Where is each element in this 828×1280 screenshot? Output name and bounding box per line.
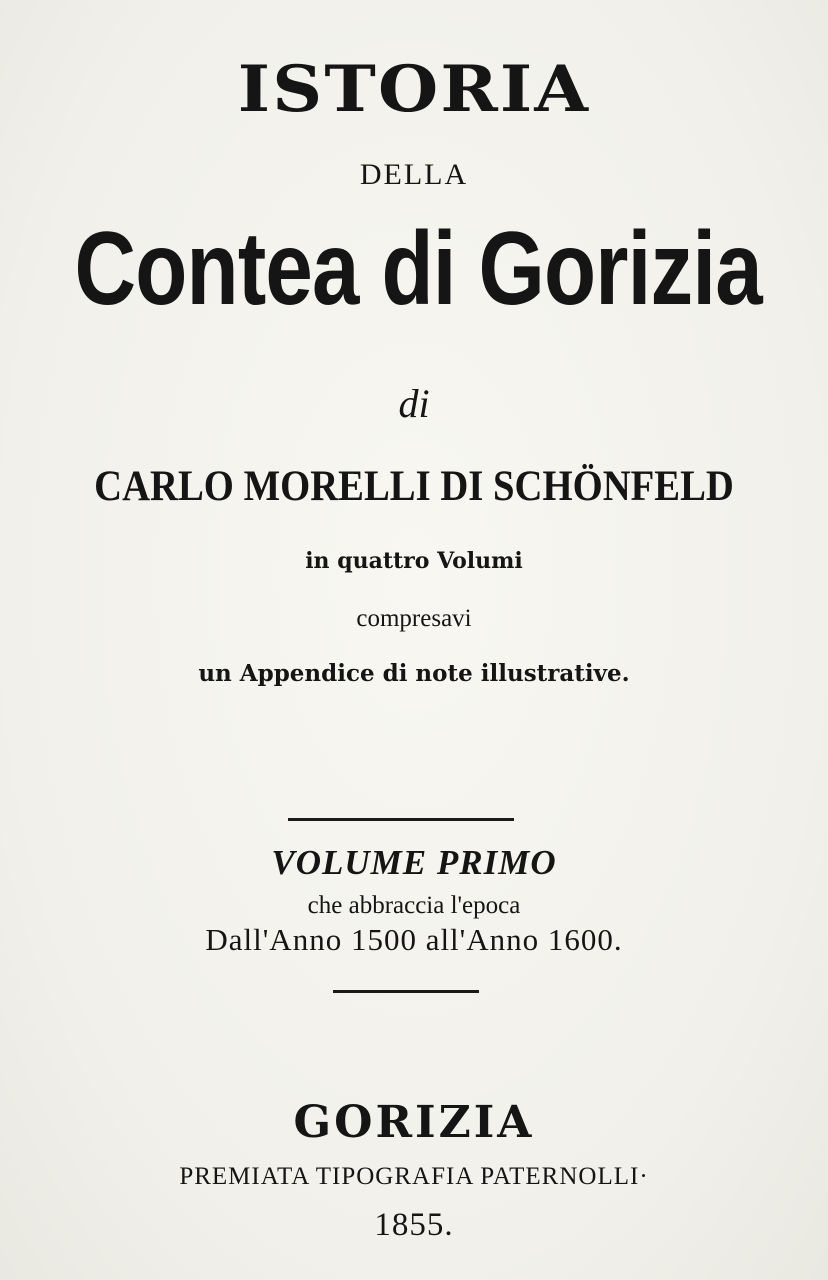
volumes-note: in quattro Volumi xyxy=(305,548,523,574)
title-line-2: DELLA xyxy=(359,158,469,191)
printer-name: PREMIATA TIPOGRAFIA PATERNOLLI· xyxy=(179,1163,649,1190)
divider-rule xyxy=(288,818,514,821)
epoch-intro: che abbraccia l'epoca xyxy=(307,892,521,919)
author-name: CARLO MORELLI DI SCHÖNFELD xyxy=(94,463,734,510)
volume-label: VOLUME PRIMO xyxy=(271,843,557,882)
title-line-3: Contea di Gorizia xyxy=(74,211,762,327)
compresavi-line: compresavi xyxy=(356,605,472,632)
title-line-1: ISTORIA xyxy=(237,52,591,127)
divider-rule xyxy=(333,990,479,993)
publication-city: GORIZIA xyxy=(293,1097,535,1148)
by-line: di xyxy=(398,381,430,426)
epoch-range: Dall'Anno 1500 all'Anno 1600. xyxy=(205,922,623,957)
appendix-note: un Appendice di note illustrative. xyxy=(198,660,630,687)
publication-year: 1855. xyxy=(374,1207,454,1243)
